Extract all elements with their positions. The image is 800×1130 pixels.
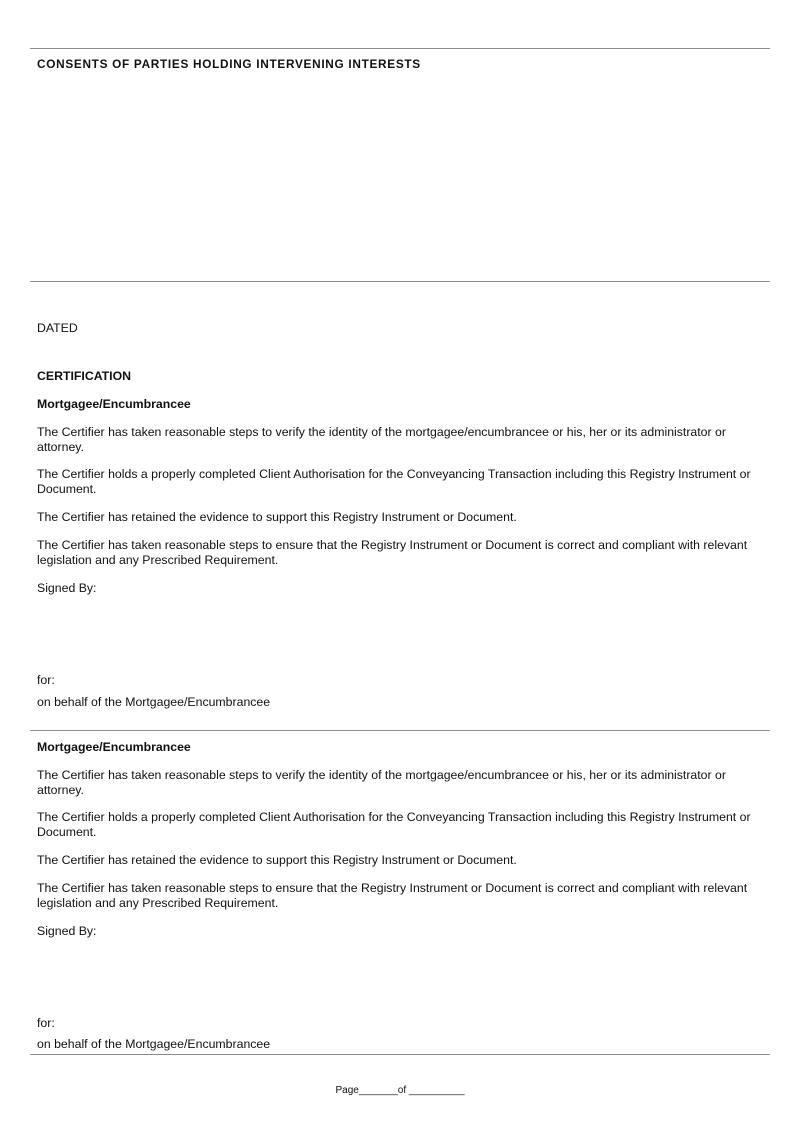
- certification-paragraph: The Certifier has taken reasonable steps to verify the identity of the mortgagee/encumbrancee or his, her or its administrator or attorney.: [37, 768, 726, 797]
- top-divider: [30, 48, 770, 49]
- signature-area: [37, 943, 537, 1013]
- block-title: Mortgagee/Encumbrancee: [37, 740, 191, 754]
- certification-paragraph: The Certifier holds a properly completed Client Authorisation for the Conveyancing Transaction including this Registry Instrument or Document.: [37, 467, 751, 496]
- bottom-divider: [30, 1054, 770, 1055]
- for-label: for:: [37, 1016, 55, 1030]
- certification-paragraph: The Certifier holds a properly completed Client Authorisation for the Conveyancing Transaction including this Registry Instrument or Document.: [37, 810, 751, 839]
- signed-by-label: Signed By:: [37, 924, 97, 938]
- certification-paragraph: The Certifier has taken reasonable steps to ensure that the Registry Instrument or Document is correct and compliant with relevant legislation and any Prescribed Requirement.: [37, 881, 748, 910]
- block-divider: [30, 730, 770, 731]
- for-label: for:: [37, 673, 55, 687]
- on-behalf-label: on behalf of the Mortgagee/Encumbrancee: [37, 1037, 271, 1051]
- block-title: Mortgagee/Encumbrancee: [37, 397, 191, 411]
- signature-area: [37, 600, 537, 670]
- consents-heading: CONSENTS OF PARTIES HOLDING INTERVENING INTERESTS: [37, 57, 421, 71]
- certification-paragraph: The Certifier has retained the evidence to support this Registry Instrument or Document.: [37, 510, 517, 524]
- certification-paragraph: The Certifier has taken reasonable steps to ensure that the Registry Instrument or Document is correct and compliant with relevant legislation and any Prescribed Requirement.: [37, 538, 748, 567]
- certification-paragraph: The Certifier has taken reasonable steps to verify the identity of the mortgagee/encumbrancee or his, her or its administrator or attorney.: [37, 425, 726, 454]
- signed-by-label: Signed By:: [37, 581, 97, 595]
- on-behalf-label: on behalf of the Mortgagee/Encumbrancee: [37, 695, 271, 709]
- consents-divider: [30, 281, 770, 282]
- dated-label: DATED: [37, 321, 78, 335]
- certification-heading: CERTIFICATION: [37, 369, 132, 383]
- page-number-footer: Page_______of __________: [335, 1085, 465, 1096]
- certification-paragraph: The Certifier has retained the evidence to support this Registry Instrument or Document.: [37, 853, 517, 867]
- consents-area: [30, 75, 770, 275]
